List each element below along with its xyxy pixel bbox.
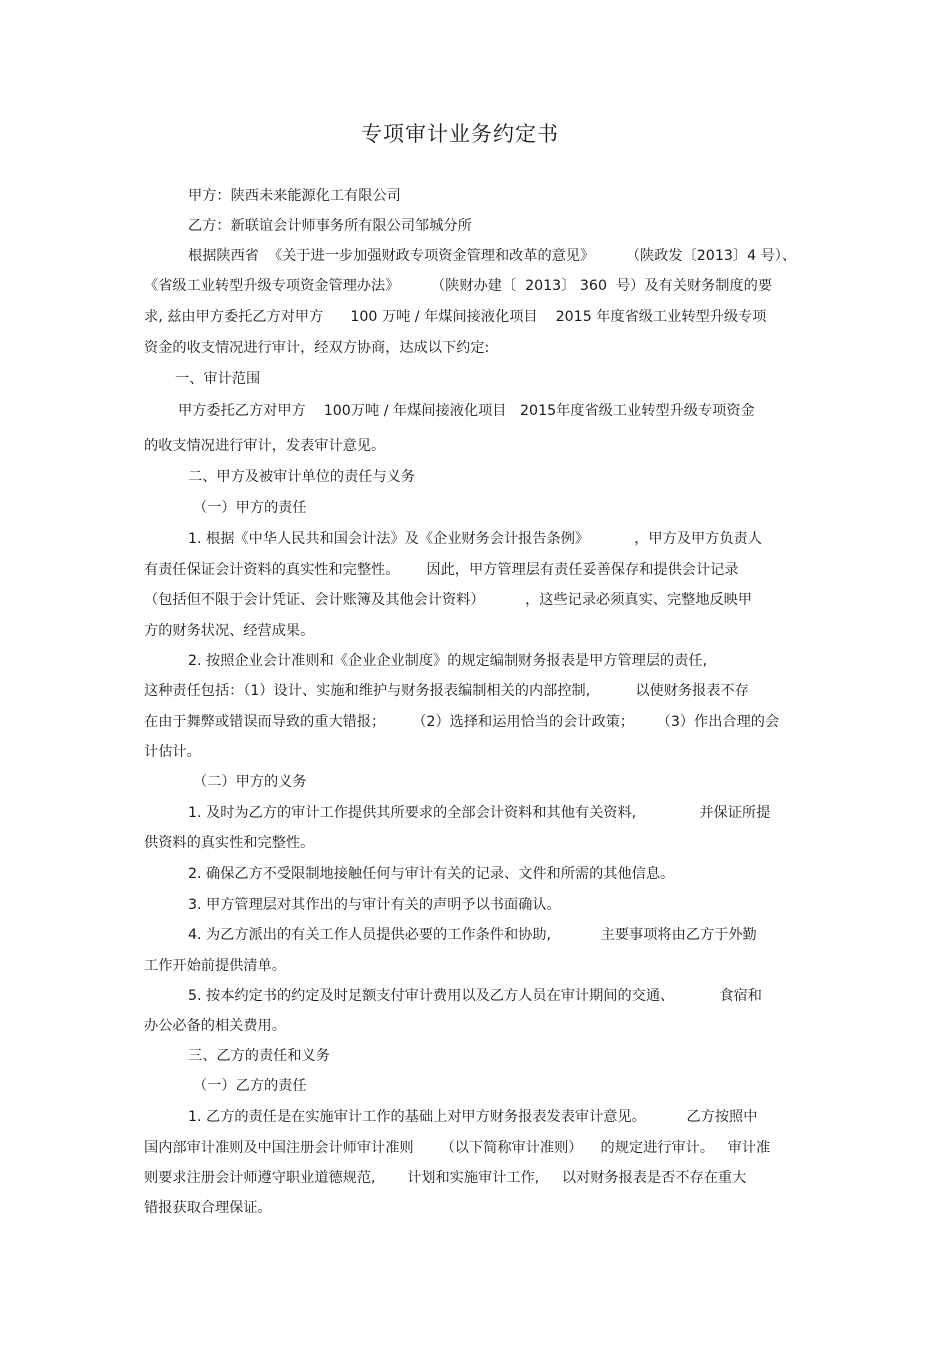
paragraph-line: 根据陕西省 《关于进一步加强财政专项资金管理和改革的意见》 （陕政发〔2013〕4 号）、 <box>188 248 797 264</box>
paragraph-line: 5. 按本约定书的约定及时足额支付审计费用以及乙方人员在审计期间的交通、 食宿和 <box>188 988 762 1004</box>
document-title: 专项审计业务约定书 <box>361 122 559 146</box>
paragraph-line: 资金的收支情况进行审计，经双方协商，达成以下约定: <box>144 340 490 356</box>
section-heading: 二、甲方及被审计单位的责任与义务 <box>188 469 416 485</box>
section-heading: 三、乙方的责任和义务 <box>188 1048 330 1064</box>
paragraph-line: （包括但不限于会计凭证、会计账簿及其他会计资料） ，这些记录必须真实、完整地反映甲 <box>144 592 753 608</box>
paragraph-line: 错报获取合理保证。 <box>144 1200 272 1216</box>
paragraph-line: 的收支情况进行审计，发表审计意见。 <box>144 438 386 454</box>
paragraph-line: 《省级工业转型升级专项资金管理办法》 （陕财办建〔 2013〕 360 号）及有关财务制度的要 <box>144 278 773 294</box>
paragraph-line: 4. 为乙方派出的有关工作人员提供必要的工作条件和协助, 主要事项将由乙方于外勤 <box>188 927 757 943</box>
subsection-heading: （二）甲方的义务 <box>193 774 307 790</box>
paragraph-line: 办公必备的相关费用。 <box>144 1018 286 1034</box>
paragraph-line: 2. 确保乙方不受限制地接触任何与审计有关的记录、文件和所需的其他信息。 <box>188 866 675 882</box>
party-a-line: 甲方：陕西未来能源化工有限公司 <box>188 188 401 204</box>
paragraph-line: 甲方委托乙方对甲方 100万吨 / 年煤间接液化项目 2015年度省级工业转型升级专项资金 <box>178 403 755 419</box>
paragraph-line: 1. 根据《中华人民共和国会计法》及《企业财务会计报告条例》 ，甲方及甲方负责人 <box>188 531 762 547</box>
paragraph-line: 方的财务状况、经营成果。 <box>144 623 315 639</box>
paragraph-line: 则要求注册会计师遵守职业道德规范, 计划和实施审计工作, 以对财务报表是否不存在重大 <box>144 1170 747 1186</box>
party-b-line: 乙方：新联谊会计师事务所有限公司邹城分所 <box>188 218 472 234</box>
paragraph-line: 计估计。 <box>144 744 201 760</box>
subsection-heading: （一）甲方的责任 <box>193 500 307 516</box>
section-heading: 一、审计范围 <box>175 371 261 387</box>
paragraph-line: 工作开始前提供清单。 <box>144 958 286 974</box>
subsection-heading: （一）乙方的责任 <box>193 1078 307 1094</box>
paragraph-line: 求, 兹由甲方委托乙方对甲方 100 万吨 / 年煤间接液化项目 2015 年度省级工业转型升级专项 <box>144 309 767 325</box>
paragraph-line: 国内部审计准则及中国注册会计师审计准则 （以下简称审计准则） 的规定进行审计。 审计准 <box>144 1140 771 1156</box>
paragraph-line: 有责任保证会计资料的真实性和完整性。 因此，甲方管理层有责任妥善保存和提供会计记录 <box>144 562 739 578</box>
paragraph-line: 供资料的真实性和完整性。 <box>144 835 315 851</box>
paragraph-line: 这种责任包括：（1）设计、实施和维护与财务报表编制相关的内部控制, 以使财务报表不存 <box>144 683 749 699</box>
paragraph-line: 1. 乙方的责任是在实施审计工作的基础上对甲方财务报表发表审计意见。 乙方按照中 <box>188 1109 758 1125</box>
paragraph-line: 2. 按照企业会计准则和《企业企业制度》的规定编制财务报表是甲方管理层的责任, <box>188 653 708 669</box>
paragraph-line: 1. 及时为乙方的审计工作提供其所要求的全部会计资料和其他有关资料, 并保证所提 <box>188 805 771 821</box>
paragraph-line: 在由于舞弊或错误而导致的重大错报； （2）选择和运用恰当的会计政策； （3）作出合理的会 <box>144 714 780 730</box>
paragraph-line: 3. 甲方管理层对其作出的与审计有关的声明予以书面确认。 <box>188 897 561 913</box>
